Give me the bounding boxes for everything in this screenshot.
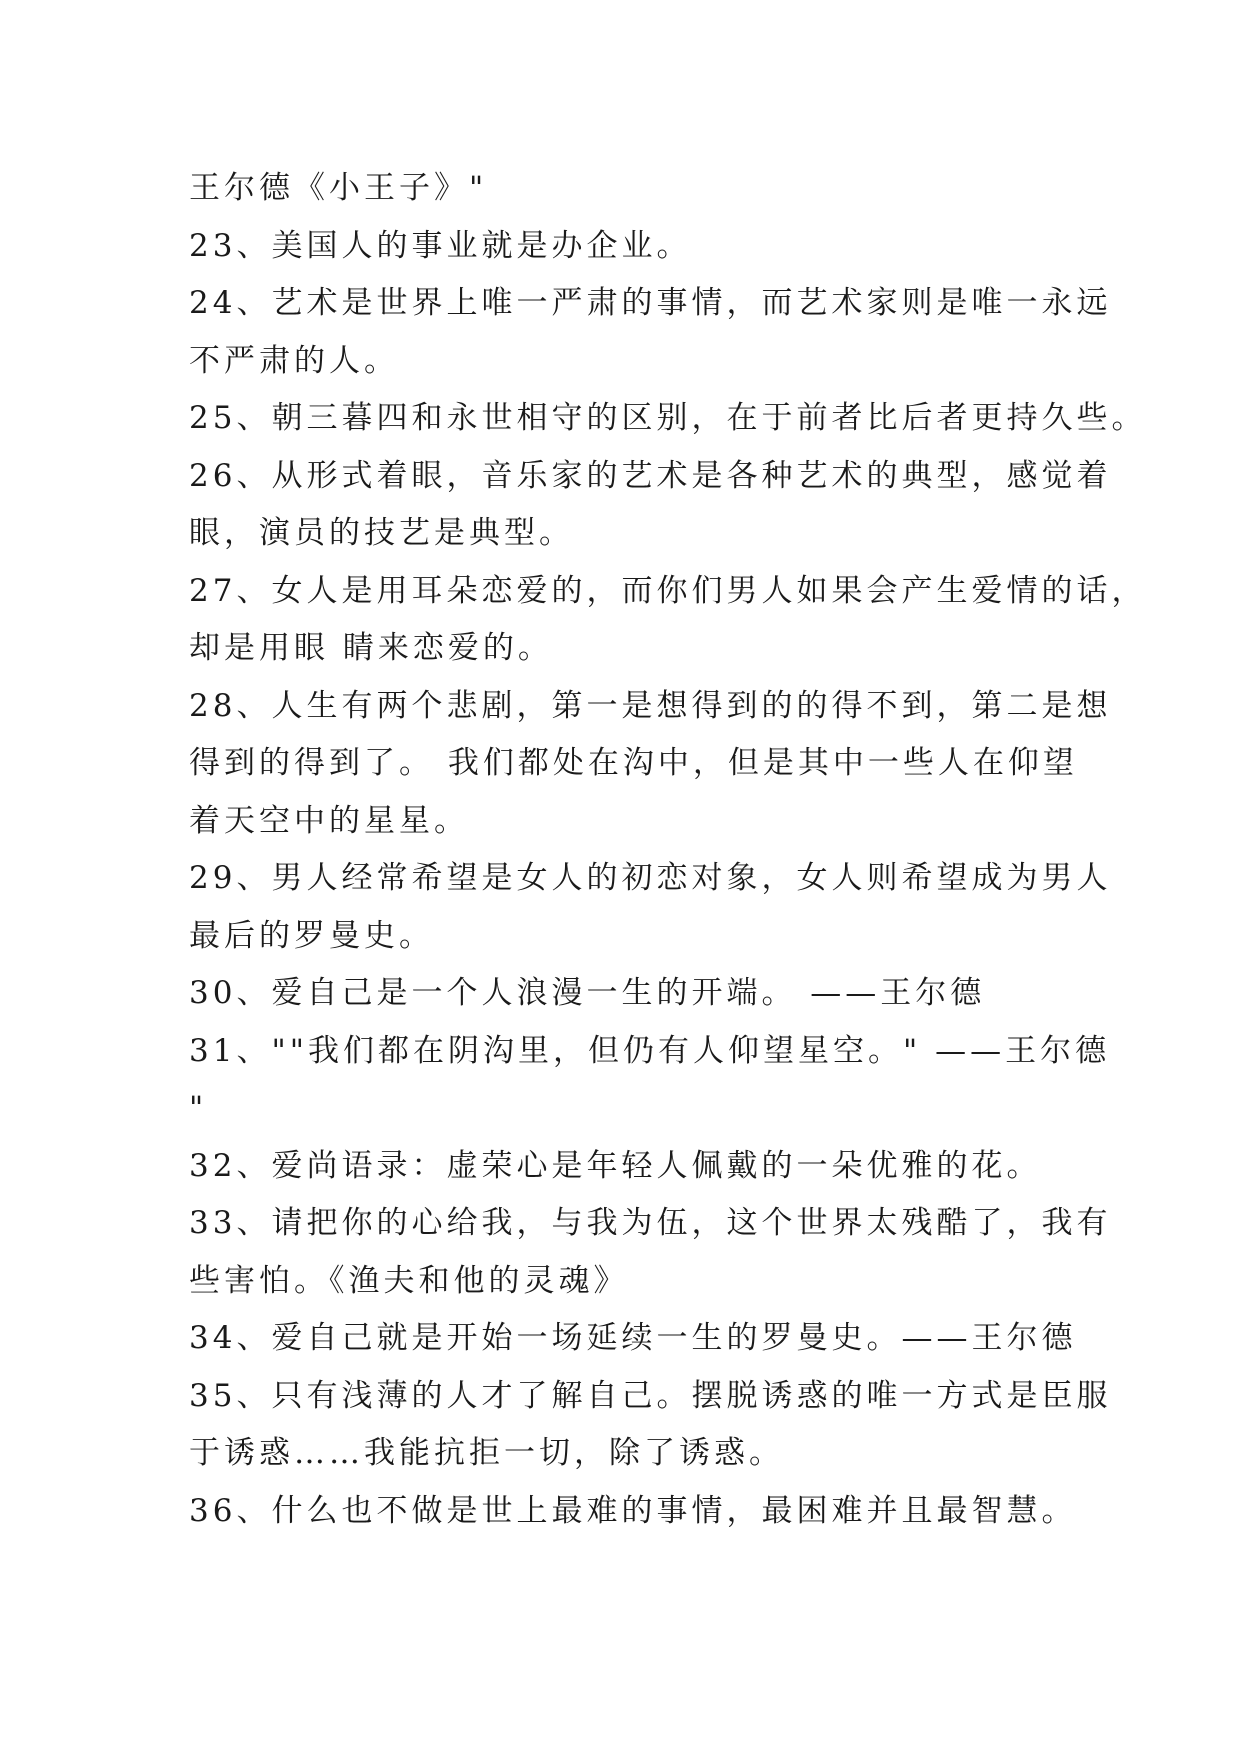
text-line: 眼，演员的技艺是典型。: [189, 515, 574, 551]
text-line: 26、从形式着眼，音乐家的艺术是各种艺术的典型，感觉着: [189, 457, 1112, 494]
text-line: 28、人生有两个悲剧，第一是想得到的的得不到，第二是想: [189, 687, 1112, 724]
text-line: 得到的得到了。 我们都处在沟中，但是其中一些人在仰望: [189, 745, 1078, 781]
text-line: ": [189, 1090, 208, 1126]
text-line: 33、请把你的心给我，与我为伍，这个世界太残酷了，我有: [189, 1205, 1112, 1241]
text-line: 29、男人经常希望是女人的初恋对象，女人则希望成为男人: [189, 860, 1112, 896]
text-line: 31、""我们都在阴沟里，但仍有人仰望星空。" ——王尔德: [189, 1032, 1111, 1069]
text-line: 36、什么也不做是世上最难的事情，最困难并且最智慧。: [189, 1492, 1077, 1529]
text-line: 25、朝三暮四和永世相守的区别，在于前者比后者更持久些。: [189, 400, 1147, 436]
text-line: 30、爱自己是一个人浪漫一生的开端。 ——王尔德: [189, 975, 986, 1011]
text-line: 却是用眼 睛来恋爱的。: [189, 630, 553, 666]
text-line: 34、爱自己就是开始一场延续一生的罗曼史。——王尔德: [189, 1320, 1077, 1356]
text-line: 于诱惑……我能抗拒一切，除了诱惑。: [189, 1435, 784, 1471]
text-line: 24、艺术是世界上唯一严肃的事情，而艺术家则是唯一永远: [189, 285, 1112, 321]
text-line: 35、只有浅薄的人才了解自己。摆脱诱惑的唯一方式是臣服: [189, 1377, 1112, 1414]
text-line: 32、爱尚语录：虚荣心是年轻人佩戴的一朵优雅的花。: [189, 1147, 1042, 1184]
text-line: 着天空中的星星。: [189, 802, 469, 839]
text-line: 23、美国人的事业就是办企业。: [189, 227, 692, 264]
text-line: 王尔德《小王子》": [189, 170, 488, 206]
document-body: [189, 160, 1147, 1540]
text-line: 些害怕。《渔夫和他的灵魂》: [189, 1262, 629, 1299]
text-line: 不严肃的人。: [189, 342, 399, 379]
text-line: 27、女人是用耳朵恋爱的，而你们男人如果会产生爱情的话，: [189, 572, 1147, 609]
text-line: 最后的罗曼史。: [189, 917, 434, 954]
